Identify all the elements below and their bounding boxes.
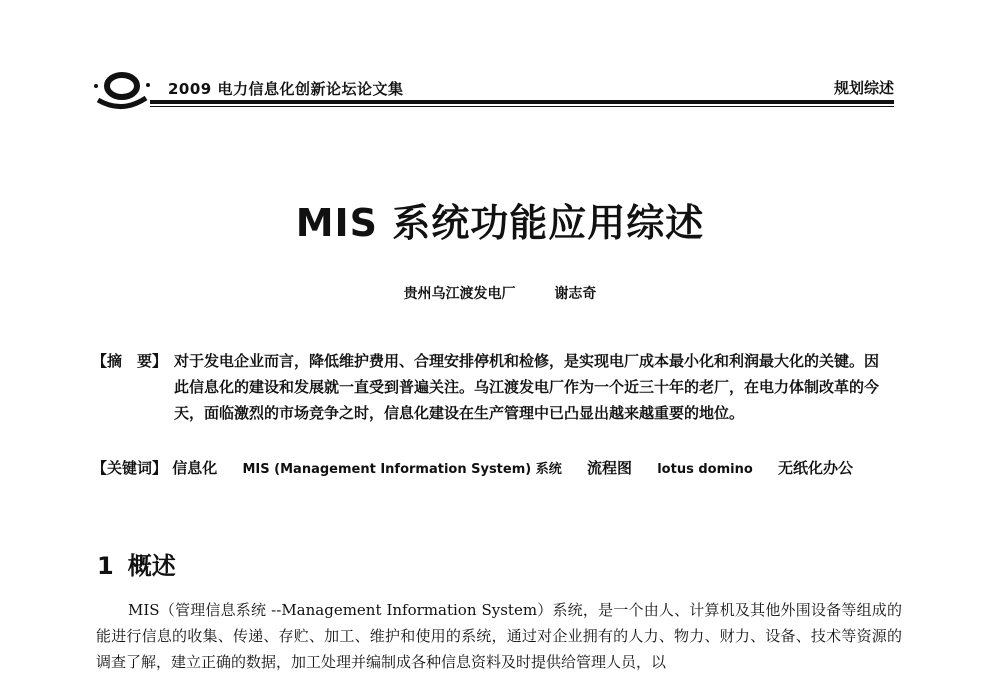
- header-rule-thick: [150, 100, 894, 104]
- body-paragraph: MIS（管理信息系统 --Management Information System）系统，是一个由人、计算机及其他外围设备等组成的能进行信息的收集、传递、存贮、加工、维护和使用的系统，通过对企业拥有的人力、物力、财力、设备、技术等资源的调查了解，建立正确的数据，加工处理并编制成各种信息资料及时提供给管理人员，以: [96, 601, 902, 671]
- section-heading: [97, 546, 176, 581]
- keywords-label: 【关键词】: [92, 459, 168, 477]
- author-name: 谢志奇: [554, 286, 597, 302]
- author-line: [0, 283, 1000, 303]
- forum-logo-icon: [88, 66, 158, 114]
- keyword-item: MIS (Management Information System) 系统: [242, 462, 562, 477]
- keyword-item: lotus domino: [657, 462, 753, 477]
- keywords-line: [92, 457, 873, 478]
- keyword-item: 流程图: [586, 459, 632, 477]
- header-section-label: 规划综述: [833, 79, 894, 97]
- header-title: 2009 电力信息化创新论坛论文集: [168, 80, 404, 98]
- abstract-text: 对于发电企业而言，降低维护费用、合理安排停机和检修，是实现电厂成本最小化和利润最大化的关键。因此信息化的建设和发展就一直受到普遍关注。乌江渡发电厂作为一个近三十年的老厂，在电力体制改革的今天，面临激烈的市场竞争之时，信息化建设在生产管理中已凸显出越来越重要的地位。: [174, 352, 880, 422]
- abstract-label: 【摘 要】: [92, 352, 168, 370]
- section-title: 概述: [127, 552, 176, 580]
- section-number: 1: [97, 552, 114, 580]
- author-affiliation: 贵州乌江渡发电厂: [403, 286, 516, 302]
- paper-title: MIS 系统功能应用综述: [295, 201, 705, 245]
- abstract-block: [92, 348, 892, 426]
- keyword-item: 无纸化办公: [778, 459, 854, 477]
- keyword-item: 信息化: [172, 459, 218, 477]
- header-rule-thin: [150, 106, 894, 107]
